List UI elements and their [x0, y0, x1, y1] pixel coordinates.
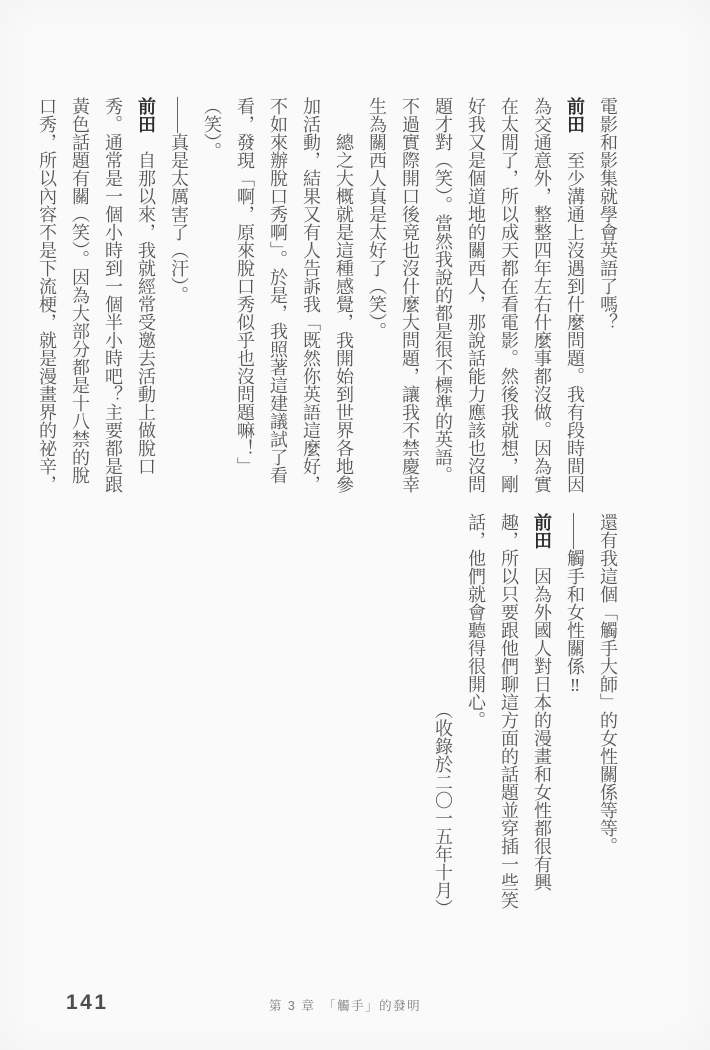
recording-attribution-line	[426, 513, 459, 917]
speaker-name: 前田	[136, 97, 156, 133]
answer-paragraph	[459, 513, 558, 917]
paragraph-text: 電影和影集就學會英語了嗎？	[598, 97, 618, 331]
page-number: 141	[66, 991, 109, 1014]
answer-paragraph	[30, 97, 162, 501]
interviewer-question-line	[558, 513, 591, 917]
paragraph-text: ——觸手和女性關係‼	[565, 513, 585, 695]
paragraph-text: 總之大概就是這種感覺，我開始到世界各地參加活動，結果又有人告訴我「既然你英語這麼好，不如來辦脫口秀啊」。於是，我照著這建議試了看看，發現「啊，原來脫口秀似乎也沒問題嘛！」（笑）。	[202, 97, 354, 493]
speaker-name: 前田	[565, 97, 585, 133]
speaker-name: 前田	[532, 513, 552, 549]
paragraph-text: 自那以來，我就經常受邀去活動上做脫口秀。通常是一個小時到一個半小時吧？主要都是跟黃色話題有關（笑）。因為大部分都是十八禁的脫口秀，所以內容不是下流梗，就是漫畫界的祕辛，	[37, 97, 156, 493]
paragraph-text: 還有我這個「觸手大師」的女性關係等等。	[598, 513, 618, 855]
question-continuation-line	[591, 97, 624, 501]
paragraph-text: （收錄於二〇一五年十月）	[433, 701, 453, 917]
answer-paragraph	[195, 97, 360, 501]
question-continuation-line	[591, 513, 624, 917]
interview-block-bottom	[426, 513, 624, 917]
interviewer-question-line	[162, 97, 195, 501]
paragraph-text: ——真是太厲害了（汗）。	[169, 97, 189, 304]
paragraph-text: 至少溝通上沒遇到什麼問題。我有段時間因為交通意外，整整四年左右什麼事都沒做。因為實在太閒了，所以成天都在看電影。然後我就想，剛好我又是個道地的關西人，那說話能力應該也沒問題才對（笑）。當然我說的都是很不標準的英語。不過實際開口後竟也沒什麼大問題，讓我不禁慶幸生為關西人真是太好了（笑）。	[367, 97, 585, 493]
answer-paragraph	[360, 97, 591, 501]
chapter-footer: 第 3 章 「觸手」的發明	[268, 999, 422, 1013]
paragraph-text: 因為外國人對日本的漫畫和女性都很有興趣，所以只要跟他們聊這方面的話題並穿插一些笑話，他們就會聽得很開心。	[466, 513, 552, 909]
interview-block-top	[30, 97, 624, 501]
